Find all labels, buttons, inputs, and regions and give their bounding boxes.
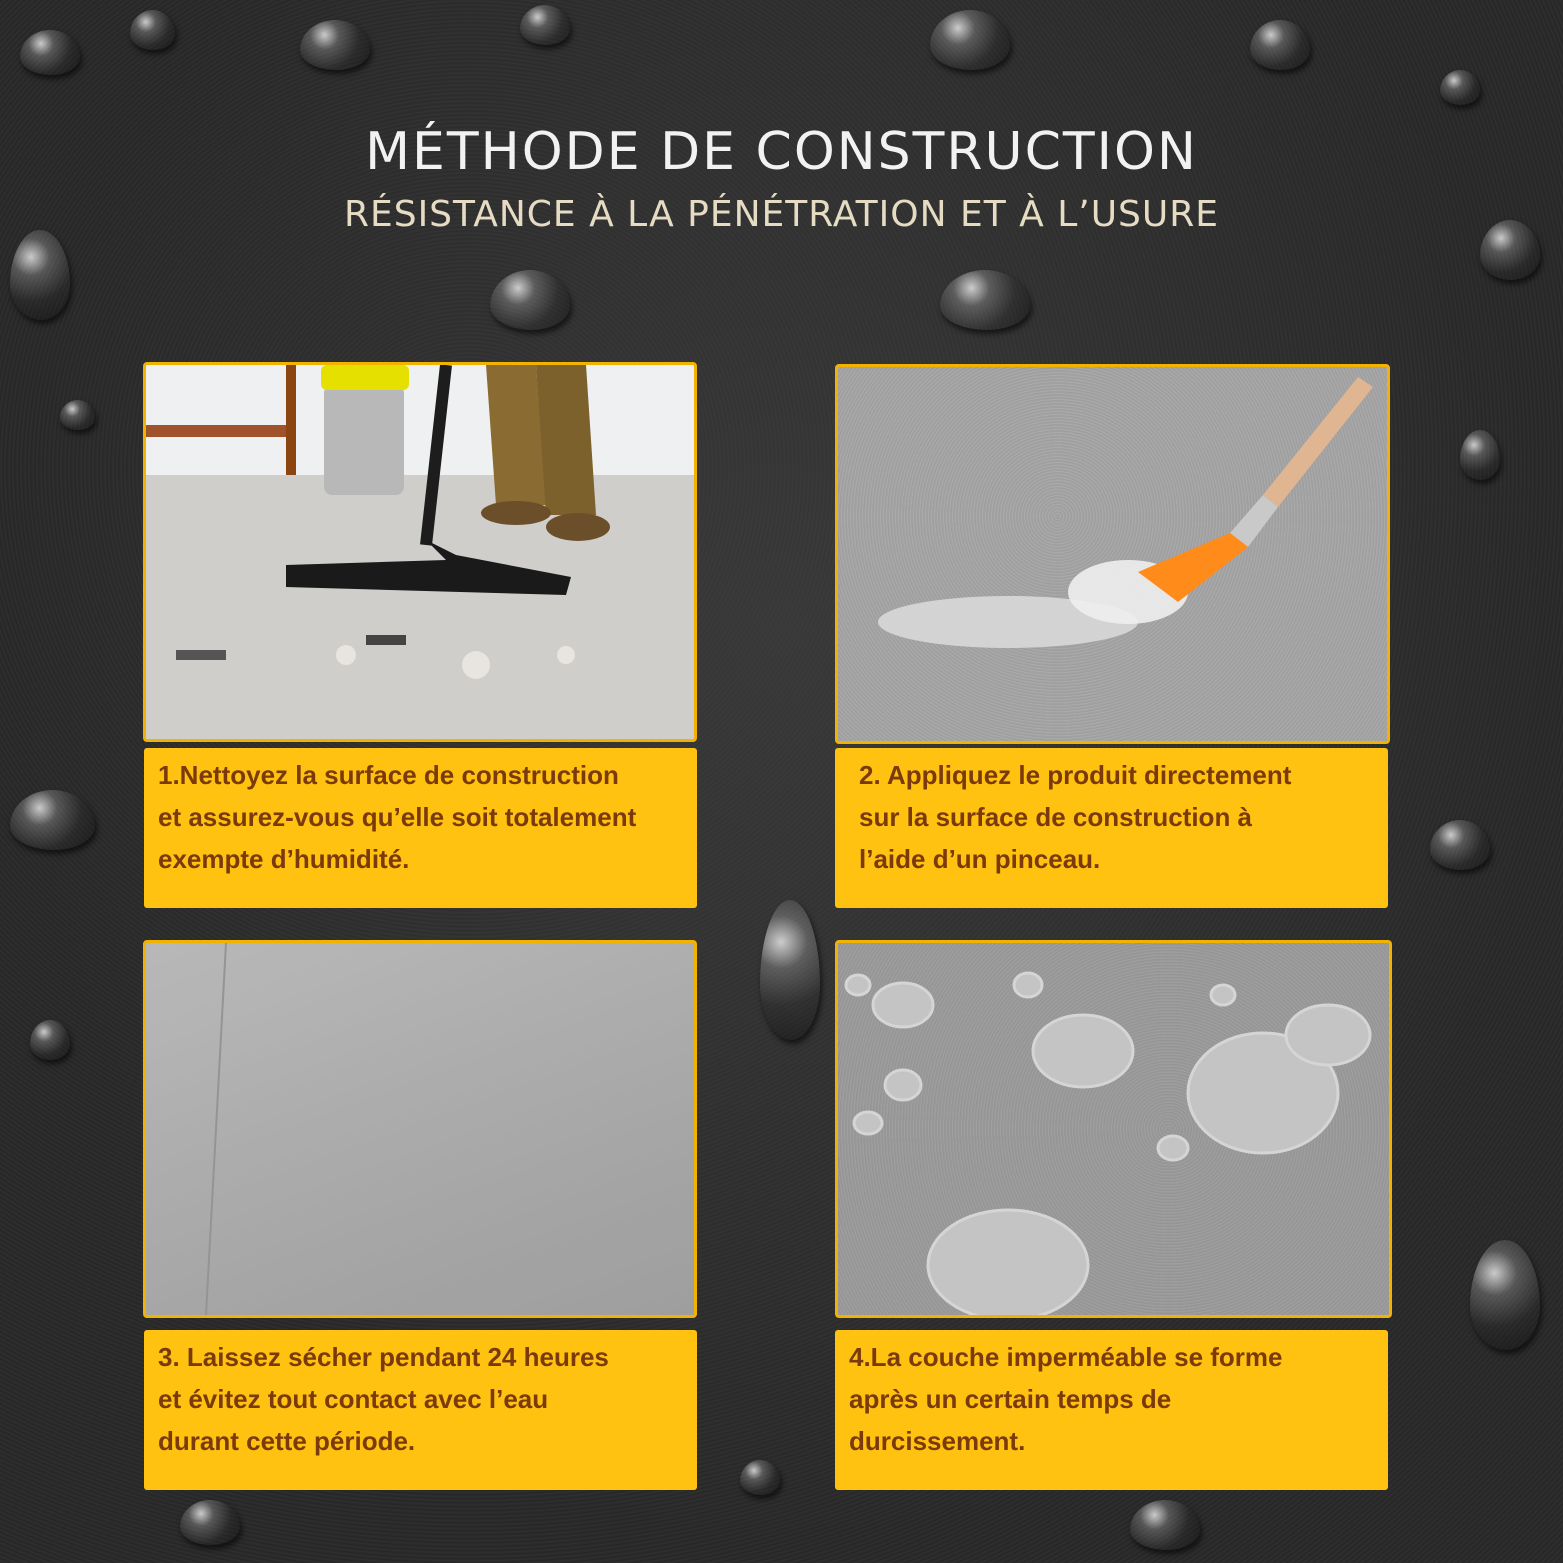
water-drop: [30, 1020, 70, 1060]
step-2-photo: [835, 364, 1390, 744]
water-drop: [520, 5, 570, 45]
drying-floor-illustration: [146, 943, 694, 1315]
water-drop: [180, 1500, 240, 1545]
caption-line: 2. Appliquez le produit directement: [859, 760, 1292, 790]
vacuum-cleaning-illustration: [146, 365, 694, 739]
water-drop: [60, 400, 95, 430]
caption-line: et évitez tout contact avec l’eau: [158, 1384, 549, 1414]
caption-line: durant cette période.: [158, 1426, 416, 1456]
caption-line: durcissement.: [849, 1426, 1026, 1456]
caption-line: 1.Nettoyez la surface de construction: [158, 760, 619, 790]
step-2-caption: [835, 748, 1388, 908]
caption-line: l’aide d’un pinceau.: [859, 844, 1101, 874]
page-subtitle: RÉSISTANCE À LA PÉNÉTRATION ET À L’USURE: [343, 194, 1220, 235]
caption-line: sur la surface de construction à: [859, 802, 1253, 832]
water-beads-illustration: [838, 943, 1389, 1315]
step-1-caption: [144, 748, 697, 908]
water-drop: [130, 10, 175, 50]
step-3-caption: [144, 1330, 697, 1490]
water-drop: [20, 30, 80, 75]
step-3-photo: [143, 940, 697, 1318]
step-1-photo: [143, 362, 697, 742]
caption-line: après un certain temps de: [849, 1384, 1172, 1414]
caption-line: 3. Laissez sécher pendant 24 heures: [158, 1342, 609, 1372]
water-drop: [1440, 70, 1480, 105]
caption-line: et assurez-vous qu’elle soit totalement: [158, 802, 637, 832]
caption-line: exempte d’humidité.: [158, 844, 410, 874]
step-4-photo: [835, 940, 1392, 1318]
step-4-caption: [835, 1330, 1388, 1490]
brush-application-illustration: [838, 367, 1387, 741]
caption-line: 4.La couche imperméable se forme: [849, 1342, 1283, 1372]
page-title: MÉTHODE DE CONSTRUCTION: [365, 122, 1198, 182]
water-drop: [740, 1460, 780, 1495]
